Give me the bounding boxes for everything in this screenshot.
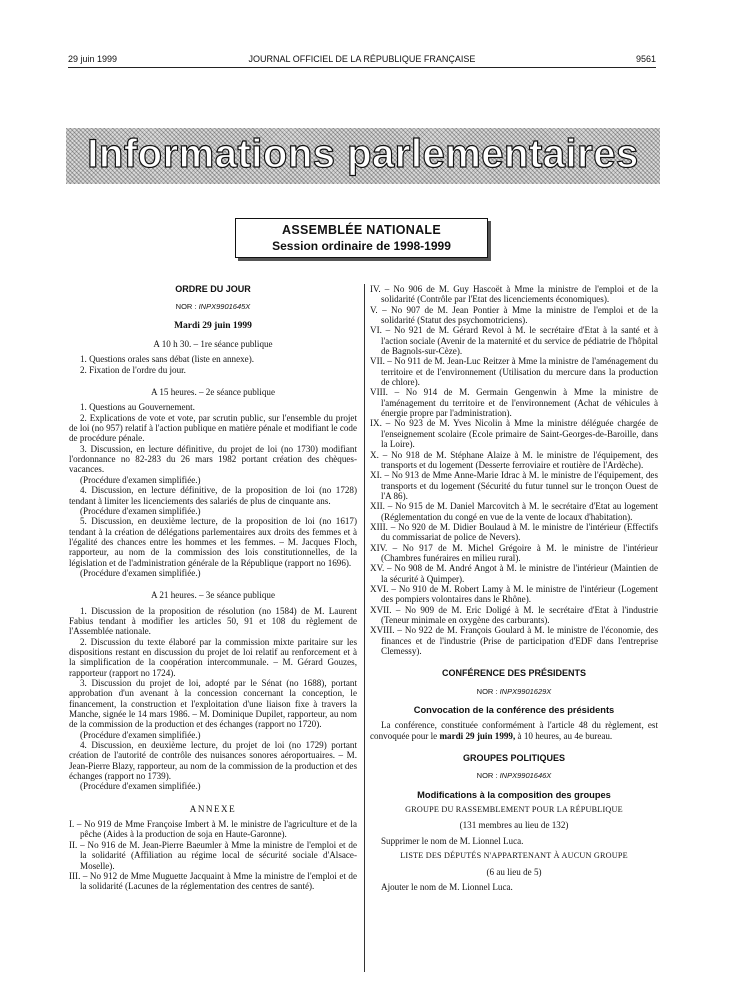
annexe-item: IX. – No 923 de M. Yves Nicolin à Mme la ministre déléguée chargée de l'enseignement scolaire (Ecole primaire de Saint-Georges-de-Baroille, dans la Loire). <box>370 418 658 450</box>
session2-items <box>69 402 357 578</box>
conference-nor: NOR : INPX9901629X <box>476 686 552 696</box>
conference-text: La conférence, constituée conformément à l'article 48 du règlement, est convoquée pour le mardi 29 juin 1999, à 10 heures, au 4e bureau. <box>370 720 658 741</box>
agenda-heading: ORDRE DU JOUR <box>175 284 251 294</box>
group-count: (6 au lieu de 5) <box>486 866 542 877</box>
annexe-item: XVII. – No 909 de M. Eric Doligé à M. le secrétaire d'Etat à l'industrie (Teneur minimale en oxygène des carburants). <box>370 604 658 625</box>
annexe-list-right <box>370 284 658 656</box>
agenda-item: 3. Discussion, en lecture définitive, du projet de loi (no 1730) modifiant l'ordonnance no 82-283 du 26 mars 1982 portant création des chèques-vacances. <box>69 443 357 475</box>
groups-subtitle: Modifications à la composition des groupes <box>417 789 611 800</box>
groups-heading: GROUPES POLITIQUES <box>462 753 565 764</box>
annexe-item: XVI. – No 910 de M. Robert Lamy à M. le ministre de l'intérieur (Logement des pompiers volontaires dans le Rhône). <box>370 583 658 605</box>
annexe-item: XI. – No 913 de Mme Anne-Marie Idrac à M. le ministre de l'équipement, des transports et du logement (Sécurité du futur tunnel sur le tronçon Ouest de l'A 86). <box>370 470 658 501</box>
group-name: LISTE DES DÉPUTÉS N'APPARTENANT À AUCUN GROUPE <box>400 851 628 861</box>
annexe-item: VI. – No 921 de M. Gérard Revol à M. le secrétaire d'Etat à la santé et à l'action sociale (Avenir de la maternité et du service de pédiatrie de l'hôpital de Bagnols-sur-Cèze). <box>370 325 658 357</box>
annexe-item: XVIII. – No 922 de M. François Goulard à M. le ministre de l'économie, des finances et de l'industrie (Prise de participation d'EDF dans l'entreprise Clemessy). <box>370 625 658 657</box>
procedure-note: (Procédure d'examen simplifiée.) <box>80 505 201 516</box>
annexe-item: XIII. – No 920 de M. Didier Boulaud à M. le ministre de l'intérieur (Effectifs du commissariat de police de Nevers). <box>370 521 658 543</box>
annexe-list-left <box>69 819 357 891</box>
annexe-item: VIII. – No 914 de M. Germain Gengenwin à Mme la ministre de l'aménagement du territoire et de l'environnement (Achat de véhicules à énergie propre par l'administration). <box>370 387 658 419</box>
procedure-note: (Procédure d'examen simplifiée.) <box>80 729 201 740</box>
annexe-item: XIV. – No 917 de M. Michel Grégoire à M. le ministre de l'intérieur (Chambres funéraires en milieu rural). <box>370 542 658 563</box>
banner-title: Informations parlementaires <box>87 132 639 176</box>
annexe-item: IV. – No 906 de M. Guy Hascoët à Mme la ministre de l'emploi et de la solidarité (Contrôle par l'Etat des licenciements économiques). <box>370 284 658 305</box>
running-header <box>68 53 656 65</box>
annexe-heading: ANNEXE <box>189 803 237 814</box>
session1-items <box>69 354 357 375</box>
annexe-item: X. – No 918 de M. Stéphane Alaize à M. le ministre de l'équipement, des transports et du logement (Desserte ferroviaire et routière de l'Ardèche). <box>370 449 658 470</box>
group-name: GROUPE DU RASSEMBLEMENT POUR LA RÉPUBLIQUE <box>405 805 623 815</box>
session2-heading: A 15 heures. – 2e séance publique <box>151 387 275 398</box>
group-count: (131 membres au lieu de 132) <box>459 820 569 831</box>
session3-heading: A 21 heures. – 3e séance publique <box>151 590 275 601</box>
header-journal-title: JOURNAL OFFICIEL DE LA RÉPUBLIQUE FRANÇAISE <box>248 54 476 64</box>
annexe-item: VII. – No 911 de M. Jean-Luc Reitzer à Mme la ministre de l'aménagement du territoire et de l'environnement (Utilisation du mercure dans la production de chlore). <box>370 356 658 388</box>
agenda-item: 5. Discussion, en deuxième lecture, de la proposition de loi (no 1617) tendant à la création de délégations parlementaires aux droits des femmes et à l'égalité des chances entre les hommes et les femmes. – M. Jacques Floch, rapporteur, au nom de la commission des lois constitutionnelles, de la législation et de l'administration générale de la République (rapport no 1696). <box>69 516 357 568</box>
annexe-item: I. – No 919 de Mme Françoise Imbert à M. le ministre de l'agriculture et de la pêche (Aides à la production de soja en Haute-Garonne). <box>69 819 357 840</box>
section-banner <box>66 128 660 184</box>
agenda-item: 2. Explications de vote et vote, par scrutin public, sur l'ensemble du projet de loi (no 957) relatif à l'action publique en matière pénale et modifiant le code de procédure pénale. <box>69 412 357 444</box>
agenda-nor: NOR : INPX9901645X <box>175 302 251 312</box>
annexe-item: XV. – No 908 de M. André Angot à M. le ministre de l'intérieur (Maintien de la sécurité à Quimper). <box>370 563 658 584</box>
group-action: Supprimer le nom de M. Lionnel Luca. <box>381 835 524 846</box>
header-page-number: 9561 <box>635 54 656 64</box>
header-rule <box>68 67 656 68</box>
groups-nor: NOR : INPX9901646X <box>476 771 552 781</box>
agenda-item: 4. Discussion, en lecture définitive, de la proposition de loi (no 1728) tendant à limiter les licenciements des salariés de plus de cinquante ans. <box>69 485 357 506</box>
procedure-note: (Procédure d'examen simplifiée.) <box>80 567 201 578</box>
agenda-date: Mardi 29 juin 1999 <box>174 320 252 331</box>
procedure-note: (Procédure d'examen simplifiée.) <box>80 781 201 792</box>
session3-items <box>69 606 357 792</box>
agenda-item: 3. Discussion du projet de loi, adopté par le Sénat (no 1688), portant approbation d'un avenant à la concession concernant la conception, le financement, la construction et l'exploitation d'une liaison fixe à travers la Manche, signée le 14 mars 1986. – M. Dominique Dupilet, rapporteur, au nom de la commission de la production et des échanges (rapport no 1720). <box>69 678 357 730</box>
session-name: Session ordinaire de 1998-1999 <box>272 239 451 253</box>
column-divider <box>364 284 365 972</box>
agenda-item: 1. Questions orales sans débat (liste en annexe). <box>80 354 254 365</box>
annexe-item: III. – No 912 de Mme Muguette Jacquaint à Mme la ministre de l'emploi et de la solidarité (Lacunes de la réglementation des centres de santé). <box>69 870 357 892</box>
right-column <box>370 284 658 892</box>
agenda-item: 2. Discussion du texte élaboré par la commission mixte paritaire sur les dispositions restant en discussion du projet de loi relatif au renforcement et à la simplification de la coopération intercommunale. – M. Gérard Gouzes, rapporteur (rapport no 1724). <box>69 636 357 678</box>
assembly-box <box>235 218 488 258</box>
procedure-note: (Procédure d'examen simplifiée.) <box>80 474 201 485</box>
annexe-item: V. – No 907 de M. Jean Pontier à Mme la ministre de l'emploi et de la solidarité (Statut des psychomotriciens). <box>370 304 658 326</box>
agenda-item: 4. Discussion, en deuxième lecture, du projet de loi (no 1729) portant création de l'autorité de contrôle des nuisances sonores aéroportuaires. – M. Jean-Pierre Blazy, rapporteur, au nom de la commission de la production et des échanges (rapport no 1739). <box>69 740 357 782</box>
annexe-item: XII. – No 915 de M. Daniel Marcovitch à M. le secrétaire d'Etat au logement (Réglementation du congé en vue de la vente de locaux d'habitation). <box>370 501 658 522</box>
session1-heading: A 10 h 30. – 1re séance publique <box>153 339 273 350</box>
left-column <box>69 284 357 892</box>
conference-subtitle: Convocation de la conférence des présidents <box>413 705 615 716</box>
conference-heading: CONFÉRENCE DES PRÉSIDENTS <box>441 668 587 679</box>
agenda-item: 1. Questions au Gouvernement. <box>80 402 195 413</box>
assembly-name: ASSEMBLÉE NATIONALE <box>282 223 441 237</box>
group-action: Ajouter le nom de M. Lionnel Luca. <box>381 881 513 892</box>
agenda-item: 2. Fixation de l'ordre du jour. <box>80 364 186 375</box>
annexe-item: II. – No 916 de M. Jean-Pierre Baeumler à Mme la ministre de l'emploi et de la solidarité (Affiliation au régime local de sécurité sociale d'Alsace-Moselle). <box>69 839 357 871</box>
header-date: 29 juin 1999 <box>68 54 118 64</box>
agenda-item: 1. Discussion de la proposition de résolution (no 1584) de M. Laurent Fabius tendant à modifier les articles 50, 91 et 108 du règlement de l'Assemblée nationale. <box>69 605 357 637</box>
